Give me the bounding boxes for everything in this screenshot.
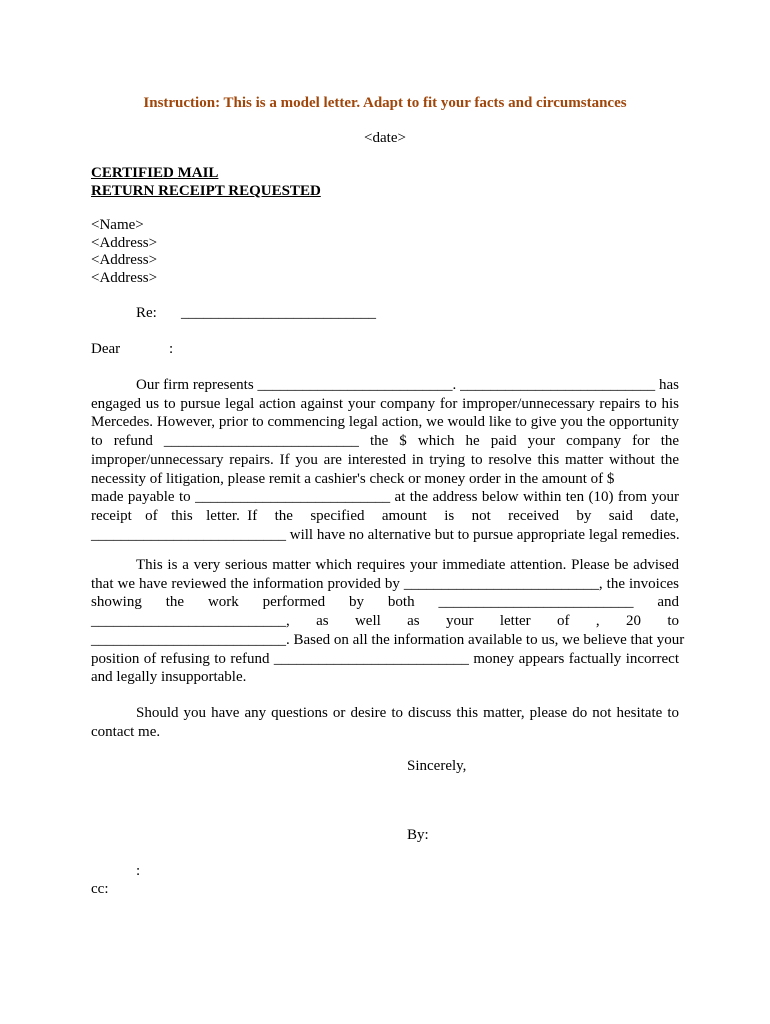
closing-by: By: — [407, 827, 429, 843]
p2-l3-w2: work — [207, 594, 239, 611]
p1-line-6: necessity of litigation, please remit a cashier's check or money order in the amount of $ — [91, 470, 615, 487]
p1-l1c: has — [659, 377, 679, 393]
certified-mail-label: CERTIFIED MAIL — [91, 165, 219, 181]
p1-l1a: Our firm represents __________________________. — [136, 377, 457, 393]
p1-l4b: the $ — [369, 433, 407, 450]
p1-line-5: improper/unnecessary repairs. If you are interested in trying to resolve this matter without the — [91, 451, 679, 468]
p2-line-1: This is a very serious matter which requires your immediate attention. Please be advised — [136, 557, 679, 573]
p2-l3-w4: by — [349, 594, 365, 611]
re-label: Re: — [136, 305, 157, 321]
date-placeholder: <date> — [364, 130, 406, 146]
p1-line-3: Mercedes. However, prior to commencing legal action, we would like to give you the opportunity — [91, 414, 679, 431]
p1-line-1 — [91, 376, 679, 395]
p1-line-2: engaged us to pursue legal action against your company for improper/unnecessary repairs to his — [91, 395, 679, 412]
p2-line-7: and legally insupportable. — [91, 669, 247, 686]
recipient-address-1: <Address> — [91, 235, 158, 251]
p1-l4c: which he paid your company for the — [417, 433, 680, 450]
p1-l7a: made payable to __________________________ — [91, 489, 391, 506]
p2-l6b: money appears factually incorrect — [473, 650, 679, 667]
p2-l4b: , 20 — [595, 613, 641, 630]
p2-line-3 — [91, 593, 679, 612]
p2-line-5: __________________________. Based on all the information available to us, we believe that your — [91, 631, 685, 648]
p2-l3-w5: both — [387, 594, 415, 611]
cc-label: cc: — [91, 881, 109, 897]
p2-l4c: to — [667, 613, 680, 630]
p2-line-6 — [91, 650, 679, 669]
p2-l3-w6: __________________________ — [438, 594, 634, 611]
salutation-colon: : — [169, 341, 174, 357]
p2-line-4 — [91, 612, 679, 631]
p1-l8a: receipt of this letter. — [91, 507, 240, 524]
p1-line-9: __________________________ will have no alternative but to pursue appropriate legal remedies. — [91, 526, 680, 543]
p2-l3-w7: and — [657, 594, 680, 611]
p1-l7b: at the address below within ten (10) from your — [394, 489, 680, 506]
p2-l4a: __________________________, as well as your letter of — [91, 613, 570, 630]
p1-l1b: __________________________ — [460, 377, 656, 393]
p1-line-4 — [91, 432, 679, 451]
p3-line-1: Should you have any questions or desire to discuss this matter, please do not hesitate to — [136, 705, 679, 721]
p2-line-2: that we have reviewed the information provided by __________________________, the invoices — [91, 575, 679, 592]
p1-line-7 — [91, 488, 679, 507]
recipient-name: <Name> — [91, 217, 144, 233]
paragraph-2 — [91, 556, 685, 687]
p1-l8b: If the specified amount is not received by said date, — [247, 507, 679, 524]
p2-l3-w0: showing — [91, 594, 142, 611]
p2-l3-w1: the — [165, 594, 185, 611]
p2-l6a: position of refusing to refund __________________________ — [91, 650, 469, 667]
recipient-address-3: <Address> — [91, 270, 158, 286]
signature-colon: : — [136, 863, 141, 879]
recipient-address-2: <Address> — [91, 252, 158, 268]
paragraph-1 — [91, 376, 679, 544]
salutation-dear: Dear — [91, 341, 121, 357]
p2-l3-w3: performed — [262, 594, 326, 611]
p1-line-8 — [91, 507, 679, 526]
closing-sincerely: Sincerely, — [407, 758, 467, 774]
p3-line-2: contact me. — [91, 723, 161, 740]
re-blank: __________________________ — [181, 305, 376, 321]
paragraph-3 — [91, 704, 679, 741]
instruction-heading: Instruction: This is a model letter. Adapt to fit your facts and circumstances — [143, 95, 627, 111]
p1-l4a: to refund __________________________ — [91, 433, 359, 450]
return-receipt-label: RETURN RECEIPT REQUESTED — [91, 183, 321, 199]
